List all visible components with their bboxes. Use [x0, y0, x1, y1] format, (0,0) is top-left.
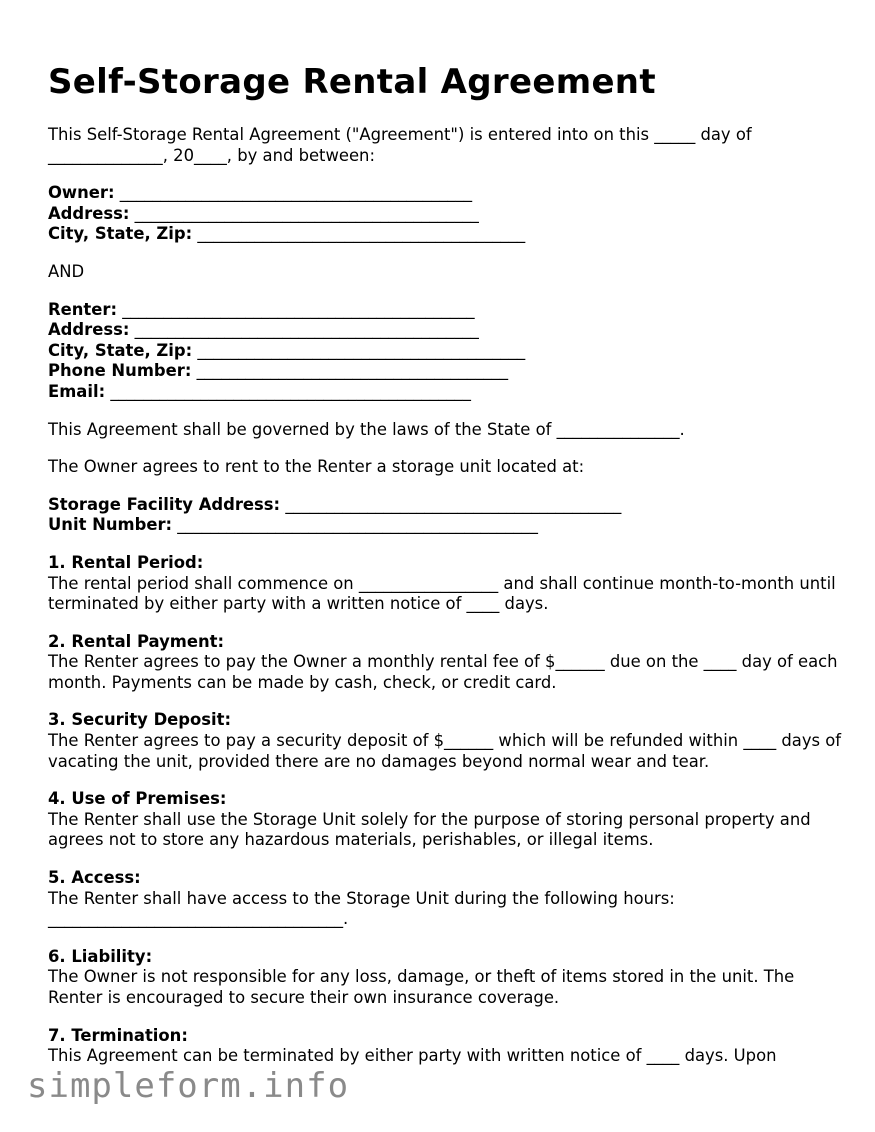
document-title: Self-Storage Rental Agreement [48, 62, 656, 102]
document-page [48, 58, 848, 1067]
governing-law-paragraph: This Agreement shall be governed by the laws of the State of _______________. [48, 419, 685, 439]
owner-field [48, 183, 848, 204]
renter-city-field [48, 341, 848, 362]
renter-phone-line: ______________________________________ [191, 361, 509, 381]
section-liability [48, 947, 848, 1009]
section-body: The Renter agrees to pay the Owner a monthly rental fee of $______ due on the ____ day of each month. Payments can be made by cash, check, or credit card. [48, 652, 838, 692]
owner-address-line: __________________________________________ [129, 203, 479, 223]
owner-address-label: Address: [48, 203, 130, 223]
section-termination [48, 1026, 848, 1067]
intro-paragraph: This Self-Storage Rental Agreement ("Agreement") is entered into on this _____ day of ______________, 20____, by and between: [48, 125, 752, 165]
section-body: The Renter shall have access to the Storage Unit during the following hours: ____________________________________. [48, 888, 675, 929]
section-heading: 4. Use of Premises: [48, 789, 227, 809]
section-access [48, 868, 848, 930]
unit-number-field [48, 515, 848, 536]
renter-city-line: ________________________________________ [192, 340, 526, 360]
renter-address-line: __________________________________________ [129, 320, 479, 340]
owner-address-field [48, 204, 848, 225]
section-body: The Renter shall use the Storage Unit solely for the purpose of storing personal property and agrees not to store any hazardous materials, perishables, or illegal items. [48, 809, 811, 850]
owner-line: ___________________________________________ [114, 183, 473, 203]
section-body: The Owner is not responsible for any loss, damage, or theft of items stored in the unit. The Renter is encouraged to secure their own insurance coverage. [48, 967, 795, 1007]
owner-city-field [48, 224, 848, 245]
renter-address-field [48, 320, 848, 341]
renter-phone-label: Phone Number: [48, 361, 192, 381]
section-heading: 7. Termination: [48, 1025, 188, 1045]
renter-address-label: Address: [48, 320, 130, 340]
section-heading: 5. Access: [48, 868, 141, 888]
renter-line: ___________________________________________ [117, 299, 475, 319]
section-security-deposit [48, 710, 848, 772]
section-rental-payment [48, 632, 848, 694]
section-heading: 2. Rental Payment: [48, 631, 225, 651]
and-separator: AND [48, 261, 85, 281]
section-body: The rental period shall commence on _________________ and shall continue month-to-month until terminated by either party with a written notice of ____ days. [48, 573, 836, 614]
facility-address-field [48, 495, 848, 516]
owner-city-line: ________________________________________ [192, 224, 526, 244]
watermark-text: simpleform.info [27, 1066, 350, 1106]
renter-phone-field [48, 361, 848, 382]
owner-city-label: City, State, Zip: [48, 224, 193, 244]
section-heading: 3. Security Deposit: [48, 710, 232, 730]
renter-email-line: ____________________________________________ [105, 381, 471, 401]
rent-intro-paragraph: The Owner agrees to rent to the Renter a storage unit located at: [48, 457, 585, 477]
renter-city-label: City, State, Zip: [48, 340, 193, 360]
section-heading: 1. Rental Period: [48, 552, 204, 572]
renter-label: Renter: [48, 299, 117, 319]
unit-number-line: ____________________________________________ [172, 515, 538, 535]
section-body: The Renter agrees to pay a security deposit of $______ which will be refunded within ____ days of vacating the unit, provided there are no damages beyond normal wear and tear. [48, 731, 842, 771]
renter-email-label: Email: [48, 381, 106, 401]
section-heading: 6. Liability: [48, 946, 153, 966]
section-body: This Agreement can be terminated by either party with written notice of ____ days. Upon [48, 1046, 777, 1066]
owner-label: Owner: [48, 183, 115, 203]
section-use-of-premises [48, 789, 848, 851]
unit-number-label: Unit Number: [48, 515, 173, 535]
facility-block [48, 495, 848, 536]
renter-field [48, 300, 848, 321]
facility-address-label: Storage Facility Address: [48, 494, 281, 514]
renter-email-field [48, 382, 848, 403]
owner-block [48, 183, 848, 245]
section-rental-period [48, 553, 848, 615]
facility-address-line: _________________________________________ [280, 494, 622, 514]
renter-block [48, 300, 848, 403]
